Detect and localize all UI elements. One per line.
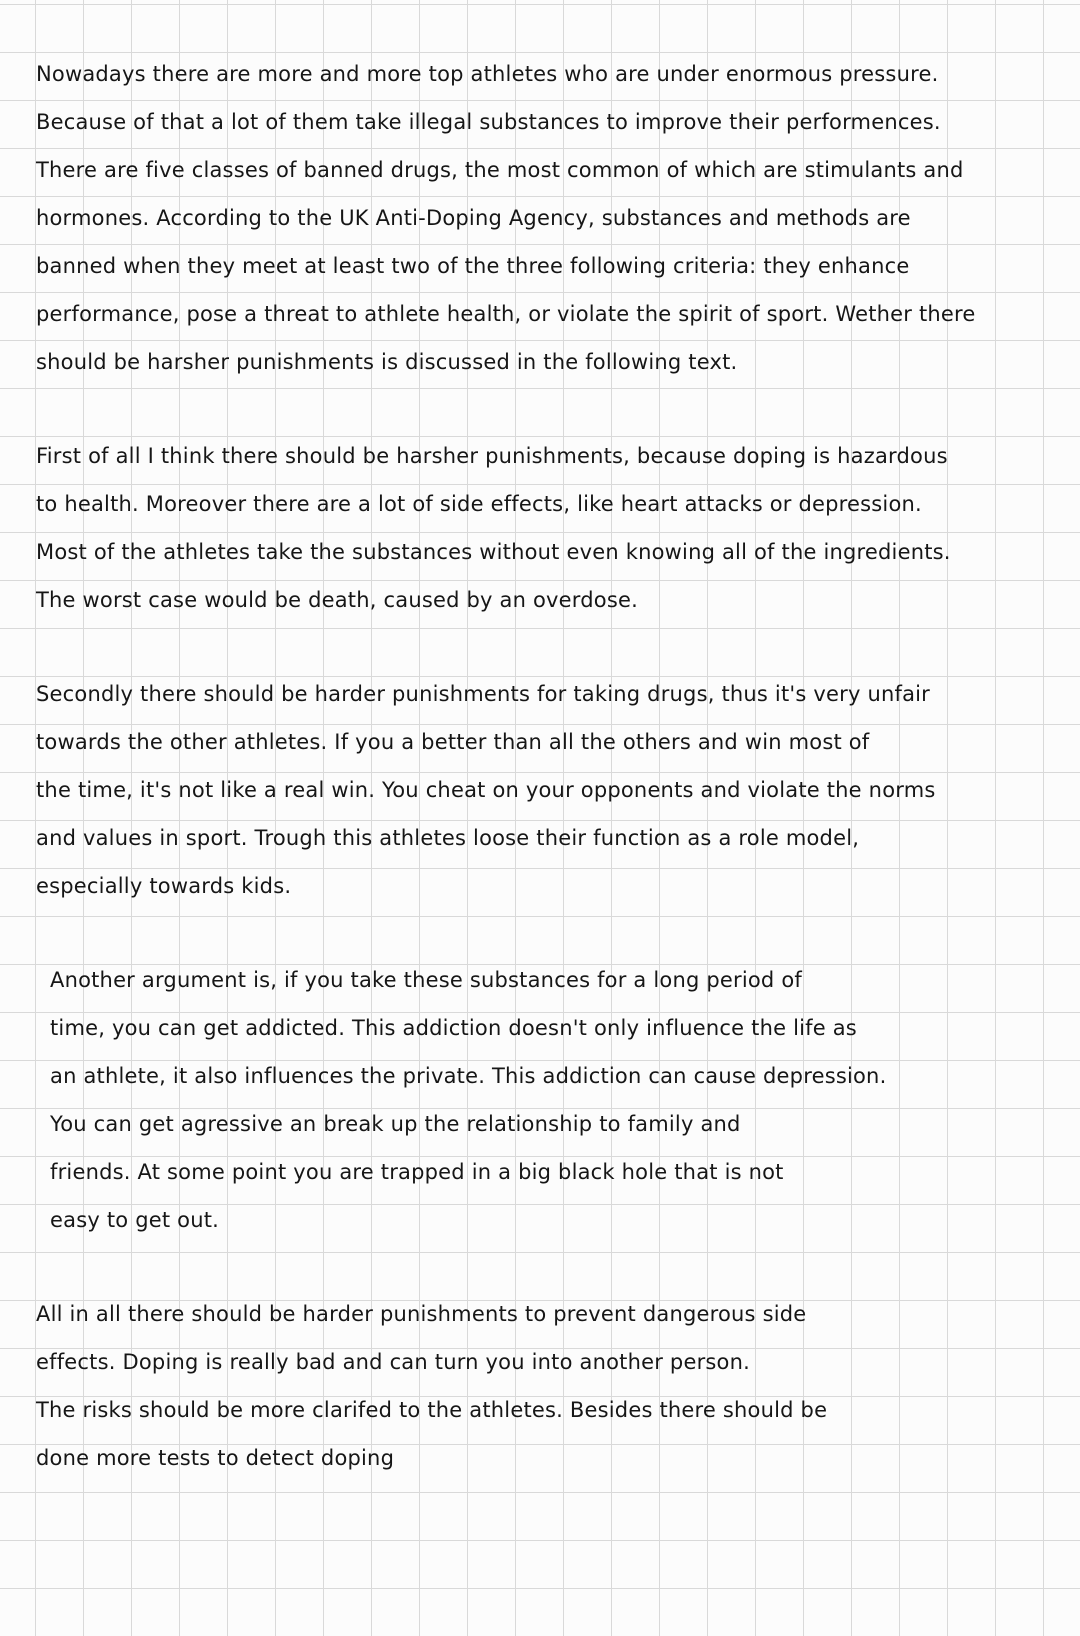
- text-line: The worst case would be death, caused by an overdose.: [36, 588, 638, 612]
- text-line: You can get agressive an break up the relationship to family and: [50, 1112, 741, 1136]
- text-line: an athlete, it also influences the private. This addiction can cause depression.: [50, 1064, 887, 1088]
- text-line: towards the other athletes. If you a better than all the others and win most of: [36, 730, 870, 754]
- paragraph-conclusion: [36, 1290, 1056, 1482]
- text-line: The risks should be more clarifed to the athletes. Besides there should be: [36, 1398, 828, 1422]
- text-line: Because of that a lot of them take illegal substances to improve their performences.: [36, 110, 941, 134]
- handwritten-essay: [36, 50, 1056, 1528]
- text-line: hormones. According to the UK Anti-Doping Agency, substances and methods are: [36, 206, 911, 230]
- text-line: Most of the athletes take the substances without even knowing all of the ingredients.: [36, 540, 951, 564]
- text-line: easy to get out.: [50, 1208, 220, 1232]
- text-line: should be harsher punishments is discussed in the following text.: [36, 350, 738, 374]
- paragraph-introduction: [36, 50, 1056, 386]
- paragraph-third-argument: [36, 956, 1056, 1244]
- text-line: friends. At some point you are trapped in a big black hole that is not: [50, 1160, 784, 1184]
- text-line: First of all I think there should be harsher punishments, because doping is hazardous: [36, 444, 948, 468]
- text-line: effects. Doping is really bad and can turn you into another person.: [36, 1350, 750, 1374]
- text-line: especially towards kids.: [36, 874, 292, 898]
- paragraph-first-argument: [36, 432, 1056, 624]
- text-line: Nowadays there are more and more top athletes who are under enormous pressure.: [36, 62, 939, 86]
- text-line: performance, pose a threat to athlete health, or violate the spirit of sport. Wether there: [36, 302, 976, 326]
- text-line: the time, it's not like a real win. You cheat on your opponents and violate the norms: [36, 778, 936, 802]
- text-line: time, you can get addicted. This addiction doesn't only influence the life as: [50, 1016, 857, 1040]
- text-line: Secondly there should be harder punishments for taking drugs, thus it's very unfair: [36, 682, 931, 706]
- text-line: All in all there should be harder punishments to prevent dangerous side: [36, 1302, 807, 1326]
- paragraph-second-argument: [36, 670, 1056, 910]
- text-line: Another argument is, if you take these substances for a long period of: [50, 968, 802, 992]
- text-line: and values in sport. Trough this athletes loose their function as a role model,: [36, 826, 860, 850]
- text-line: done more tests to detect doping: [36, 1446, 395, 1470]
- text-line: to health. Moreover there are a lot of side effects, like heart attacks or depression.: [36, 492, 922, 516]
- text-line: There are five classes of banned drugs, the most common of which are stimulants and: [36, 158, 964, 182]
- text-line: banned when they meet at least two of the three following criteria: they enhance: [36, 254, 910, 278]
